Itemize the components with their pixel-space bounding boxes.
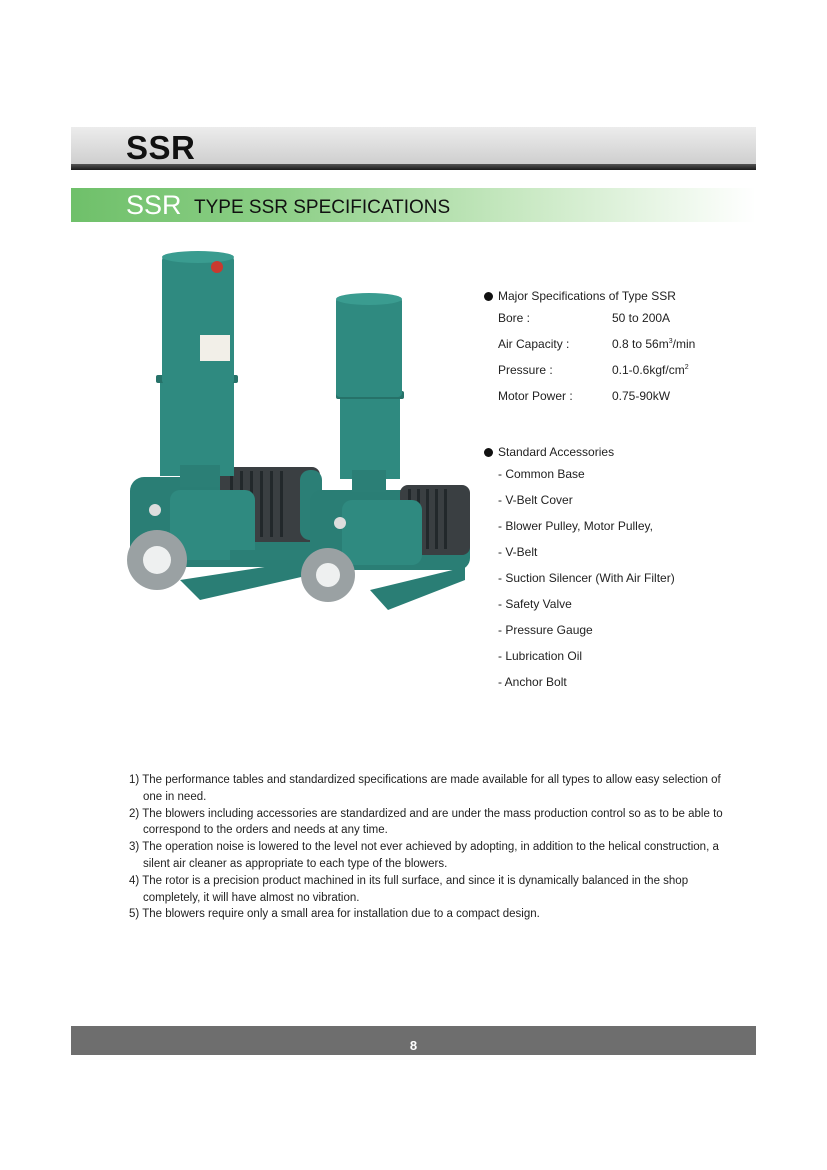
footer-bar <box>71 1026 756 1055</box>
subheader-prefix: SSR <box>126 190 182 220</box>
bullet-icon <box>484 448 493 457</box>
spec-value: 0.8 to $56m^3/\min$ <box>612 337 696 351</box>
note-item: 5) The blowers require only a small area for installation due to a compact design. <box>129 908 540 921</box>
product-photo <box>120 245 480 625</box>
feature-notes <box>129 772 729 923</box>
spec-row-pressure <box>484 361 695 387</box>
page-number: 8 <box>409 1038 418 1053</box>
accessory-item: - Anchor Bolt <box>498 675 567 689</box>
specs-heading-text: Major Specifications of Type SSR <box>498 289 676 303</box>
spec-value: 50 to 200A <box>612 311 671 325</box>
blower-small <box>301 293 470 610</box>
accessories-heading-text: Standard Accessories <box>498 445 615 459</box>
accessory-item: - Safety Valve <box>498 597 572 611</box>
bullet-icon <box>484 292 493 301</box>
accessories-heading <box>484 439 695 465</box>
spec-label: Motor Power : <box>498 389 573 403</box>
spec-label: Bore : <box>498 311 531 325</box>
specs-heading <box>484 283 695 309</box>
spec-row-air-capacity <box>484 335 695 361</box>
note-item: 1) The performance tables and standardized specifications are made available for all types to allow easy selection of one in need. <box>129 774 721 803</box>
spec-value: $0.1-0.6kgf/cm^2$ <box>612 363 689 377</box>
spec-label: Air Capacity : <box>498 337 570 351</box>
accessory-item: - V-Belt <box>498 545 538 559</box>
subheader-title: TYPE SSR SPECIFICATIONS <box>194 197 451 218</box>
accessory-item: - V-Belt Cover <box>498 493 573 507</box>
accessory-item: - Suction Silencer (With Air Filter) <box>498 571 675 585</box>
spec-row-bore <box>484 309 695 335</box>
accessory-item: - Lubrication Oil <box>498 649 583 663</box>
accessory-item: - Blower Pulley, Motor Pulley, <box>498 519 653 533</box>
spec-label: Pressure : <box>498 363 553 377</box>
note-item: 3) The operation noise is lowered to the level not ever achieved by adopting, in addition to the helical construction, a silent air cleaner as appropriate to each type of the blowers. <box>129 841 719 870</box>
page-title: SSR <box>126 129 196 166</box>
blower-large <box>127 251 322 600</box>
note-item: 2) The blowers including accessories are standardized and are under the mass production control so as to be able to correspond to the orders and needs at any time. <box>129 807 723 837</box>
spec-value: 0.75-90kW <box>612 389 671 403</box>
spec-row-motor-power <box>484 387 695 413</box>
note-item: 4) The rotor is a precision product machined in its full surface, and since it is dynamically balanced in the shop completely, it will have almost no vibration. <box>129 874 689 904</box>
specifications-section <box>484 283 695 699</box>
accessory-item: - Common Base <box>498 467 585 481</box>
accessory-item: - Pressure Gauge <box>498 623 593 637</box>
